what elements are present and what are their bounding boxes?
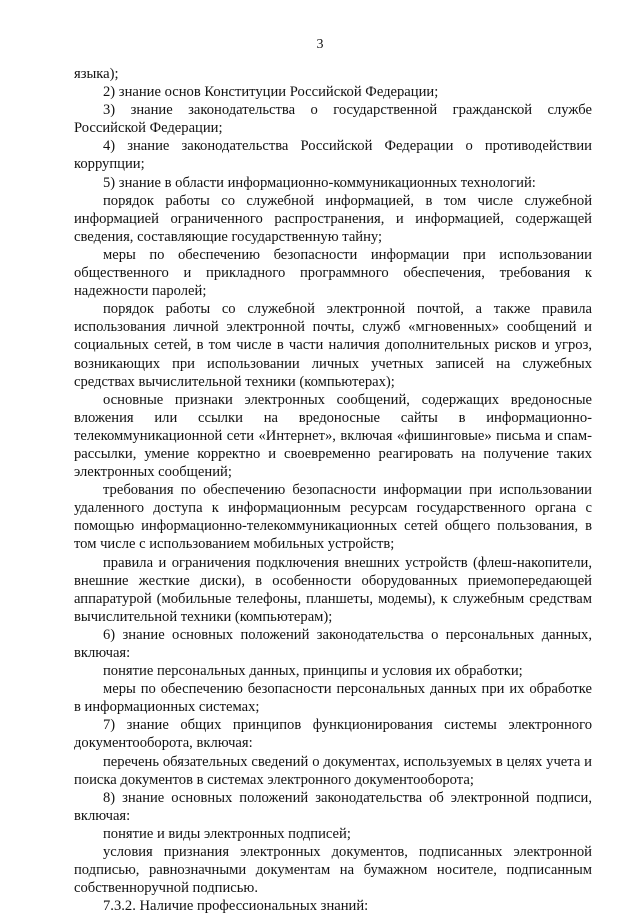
document-body <box>74 65 592 915</box>
paragraph-signature-conditions: условия признания электронных документов, подписанных электронной подписью, равнозначными документам на бумажном носителе, подписанным собственноручной подписью. <box>74 844 592 897</box>
paragraph-ict-external-devices: правила и ограничения подключения внешних устройств (флеш-накопители, внешние жесткие диски), в особенности оборудованных приемопередающей аппаратурой (мобильные телефоны, планшеты, модемы), к служебным средствам вычислительной техники (компьютерам); <box>74 554 592 625</box>
paragraph-item-5: 5) знание в области информационно-коммуникационных технологий: <box>103 174 536 191</box>
paragraph-ict-email: порядок работы со служебной электронной почтой, а также правила использования личной электронной почты, служб «мгновенных» сообщений и социальных сетей, в том числе в части наличия дополнительных рисков и угроз, возникающих при использовании личных учетных записей на служебных средствах вычислительной техники (компьютерах); <box>74 301 592 390</box>
paragraph-item-8: 8) знание основных положений законодательства об электронной подписи, включая: <box>74 789 592 824</box>
paragraph-signature-types: понятие и виды электронных подписей; <box>103 825 351 842</box>
paragraph-ict-software-security: меры по обеспечению безопасности информации при использовании общественного и прикладного программного обеспечения, требования к надежности паролей; <box>74 246 592 300</box>
paragraph-item-2: 2) знание основ Конституции Российской Федерации; <box>103 84 439 101</box>
section-heading-7-3-2: 7.3.2. Наличие профессиональных знаний: <box>103 898 369 915</box>
paragraph-ict-official-info: порядок работы со служебной информацией, в том числе служебной информацией ограниченного распространения, и информацией, содержащей сведения, составляющие государственную тайну; <box>74 192 592 245</box>
paragraph-item-3: 3) знание законодательства о государственной гражданской службе Российской Федерации; <box>74 102 592 137</box>
paragraph-item-4: 4) знание законодательства Российской Федерации о противодействии коррупции; <box>74 138 592 173</box>
paragraph-personal-data-security: меры по обеспечению безопасности персональных данных при их обработке в информационных системах; <box>74 681 592 716</box>
paragraph-doc-info-list: перечень обязательных сведений о документах, используемых в целях учета и поиска документов в системах электронного документооборота; <box>74 753 592 788</box>
paragraph-item-6: 6) знание основных положений законодательства о персональных данных, включая: <box>74 626 592 661</box>
paragraph-item-7: 7) знание общих принципов функционирования системы электронного документооборота, включая: <box>74 717 592 752</box>
page-number: 3 <box>316 37 324 52</box>
paragraph-personal-data-concept: понятие персональных данных, принципы и условия их обработки; <box>103 663 523 680</box>
paragraph-ict-remote-access: требования по обеспечению безопасности информации при использовании удаленного доступа к информационным ресурсам государственного органа с помощью информационно-телекоммуникационных сетей общего пользования, в том числе с использованием мобильных устройств; <box>74 482 592 553</box>
paragraph-ict-malicious-messages: основные признаки электронных сообщений, содержащих вредоносные вложения или ссылки на вредоносные сайты в информационно-телекоммуникационной сети «Интернет», включая «фишинговые» письма и спам-рассылки, умение корректно и своевременно реагировать на получение таких электронных сообщений; <box>74 391 592 481</box>
paragraph-continuation: языка); <box>74 66 119 82</box>
